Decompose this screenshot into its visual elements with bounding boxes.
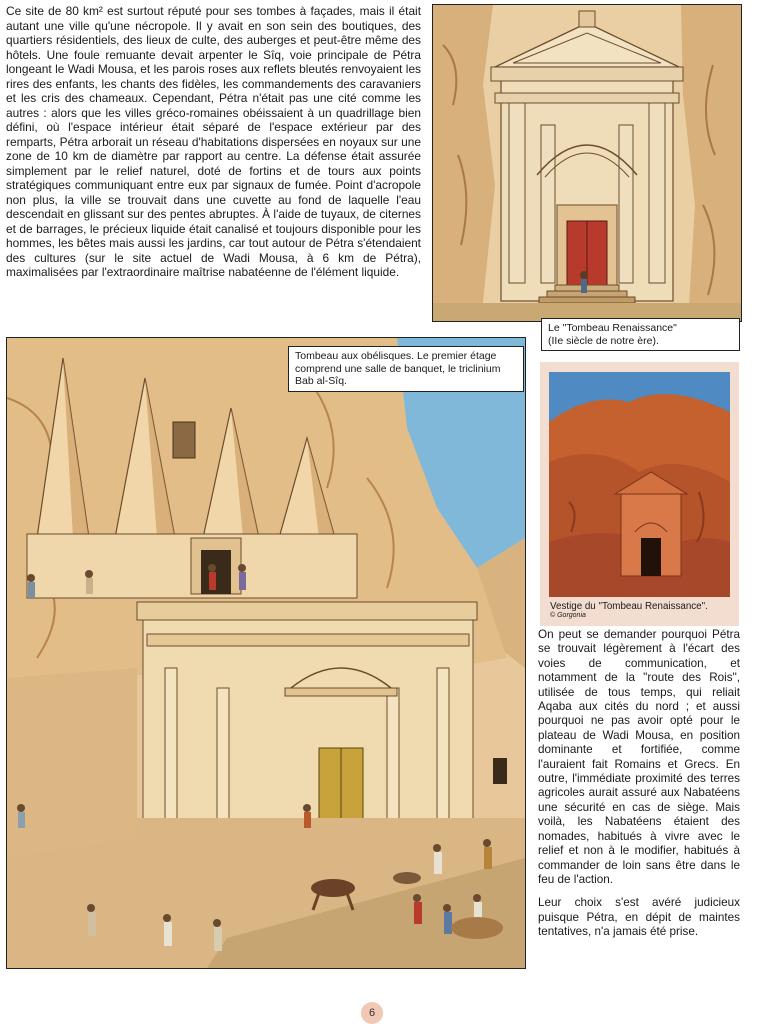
renaissance-caption-title: Le "Tombeau Renaissance" [548,322,677,334]
photo-credit: © Gorgonia [550,612,586,619]
photo-frame [540,362,739,626]
side-column [538,628,740,949]
obelisk-caption: Tombeau aux obélisques. Le premier étage comprend une salle de banquet, le triclinium Bab al-Sîq. [288,346,524,392]
side-paragraph-2: Leur choix s'est avéré judicieux puisque Pétra, en dépit de maintes tentatives, n'a jamais été prise. [538,896,740,939]
photo-caption: Vestige du "Tombeau Renaissance". [550,601,708,612]
page-number: 6 [361,1002,383,1024]
renaissance-caption-date: (IIe siècle de notre ère). [548,334,659,347]
obelisk-tomb-illustration [6,337,526,969]
renaissance-tomb-illustration [432,4,742,322]
side-paragraph-1: On peut se demander pourquoi Pétra se trouvait légèrement à l'écart des voies de communication, et notamment de la "route des Rois", utilisée de tous temps, qui reliait Aqaba aux cités du nord ; et aussi pourquoi ne pas avoir opté pour le plateau de Wadi Mousa, en position dominante et fortifiée, comme l'auraient fait Romains et Grecs. En outre, l'immédiate proximité des terres agricoles aurait assuré aux Nabatéens une sécurité en cas de siège. Mais voilà, les Nabatéens étaient des nomades, habitués à vivre avec le relief et non à le modifier, habitués à commander de loin sans être dans le feu de l'action. [538,628,740,886]
renaissance-caption [541,318,740,351]
intro-paragraph: Ce site de 80 km² est surtout réputé pour ses tombes à façades, mais il était autant une ville qu'une nécropole. Il y avait en son sein des boutiques, des quartiers résidentiels, des lieux de culte, des auberges et peut-être même des hôtels. Une foule remuante devait arpenter le Sîq, voie principale de Pétra longeant le Wadi Mousa, et les parois roses aux reflets bleutés renvoyaient les rires des enfants, les chants des fidèles, les commandements des caravaniers et les cris des chameaux. Cependant, Pétra n'était pas une cité comme les autres : alors que les villes gréco-romaines obéissaient à un quadrillage bien défini, où l'espace intérieur était séparé de l'espace extérieur par des remparts, Pétra arborait un réseau d'habitations dispersées en noyaux sur une zone de 10 km de diamètre par rapport au centre. La défense était assurée simplement par le relief naturel, doté de fortins et de tours aux points stratégiques communiquant entre eux par signaux de fumée. Point d'acropole non plus, la ville se trouvait dans une cuvette au fond de laquelle l'eau descendait en glissant sur des pentes abruptes. À l'aide de tuyaux, de citernes et de barrages, le précieux liquide était canalisé et toujours disponible pour les hommes, les bêtes mais aussi les jardins, car tout autour de Pétra s'étendaient des cultures (sur le site actuel de Wadi Mousa, à 6 km de Pétra), maximalisées par l'extraordinaire maîtrise nabatéenne de l'élément liquide. [6,4,421,279]
renaissance-tomb-photo [549,372,730,597]
